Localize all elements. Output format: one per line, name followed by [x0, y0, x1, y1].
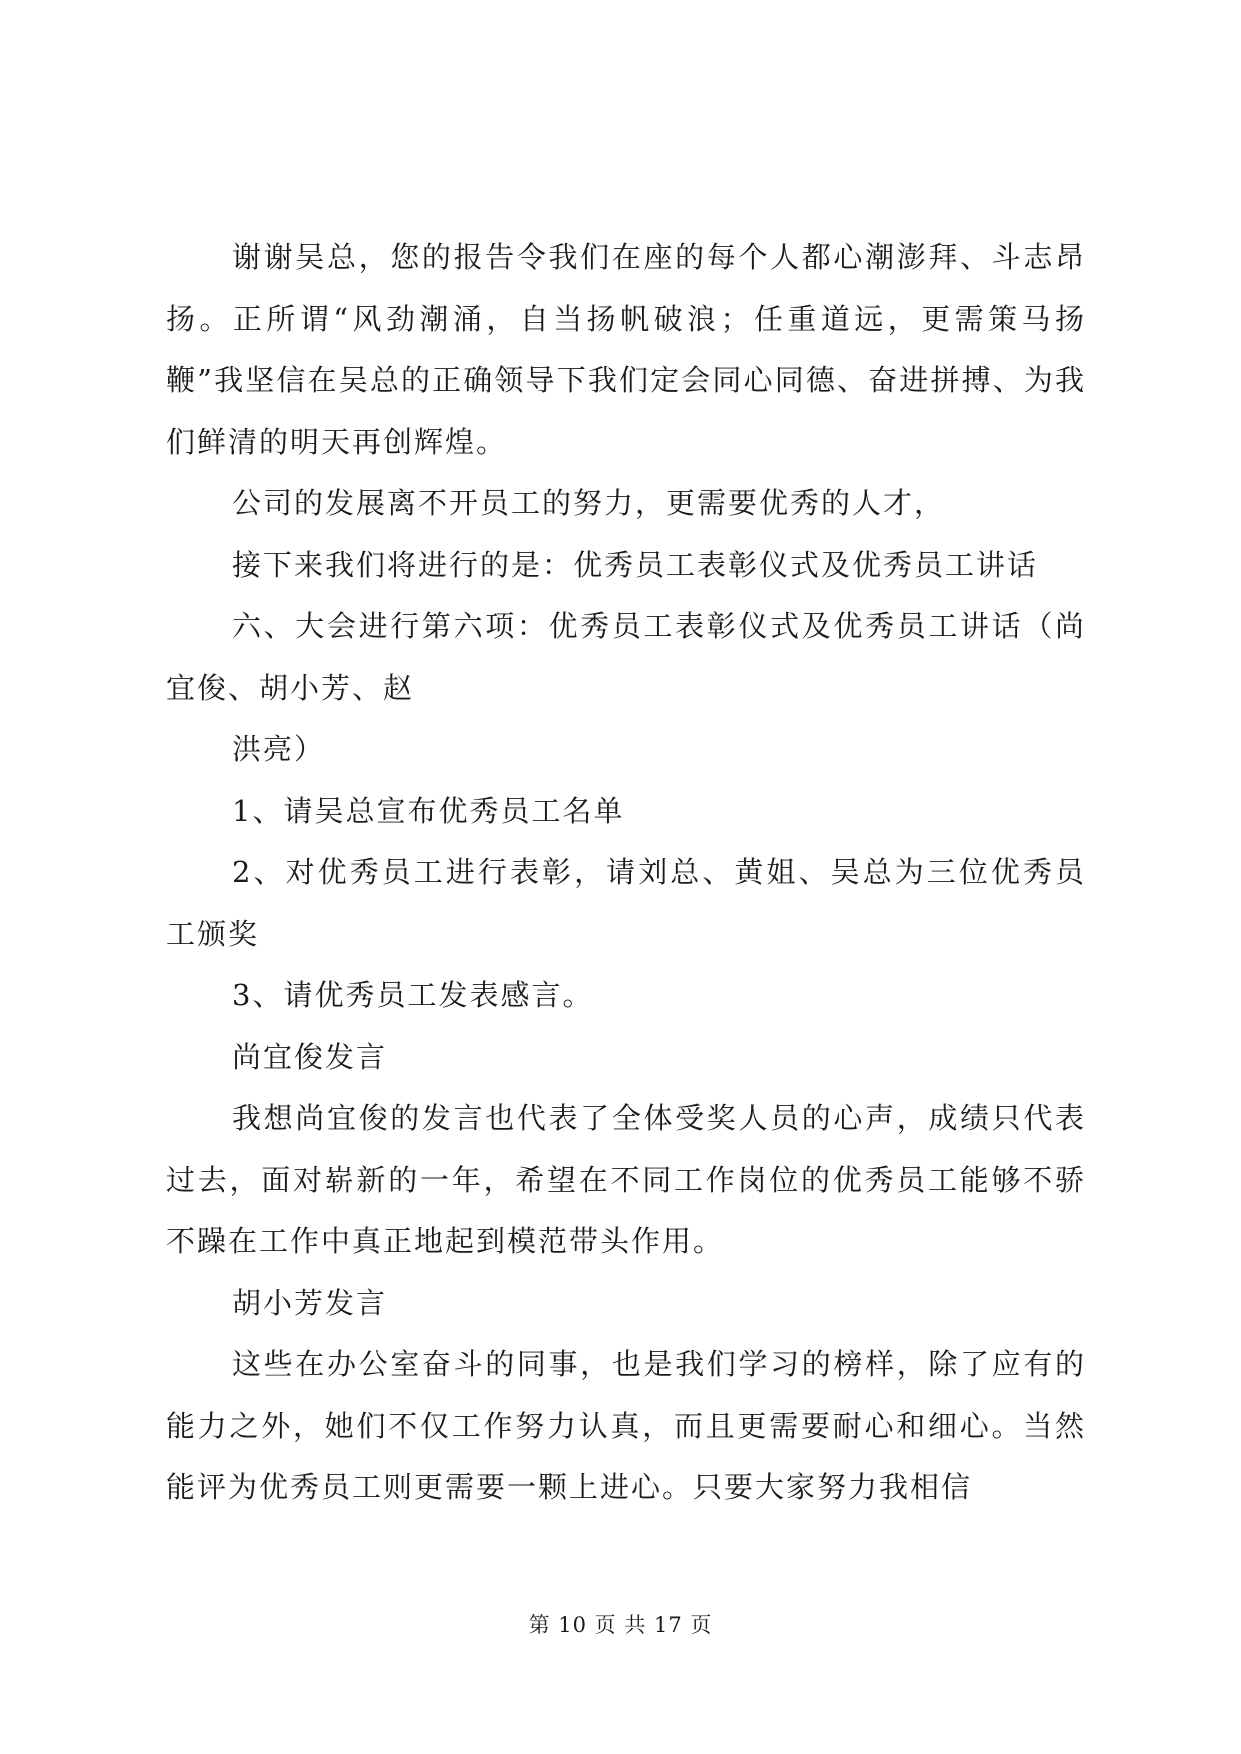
- paragraph-agenda-item-six-cont: 洪亮）: [232, 732, 326, 766]
- paragraph-next-item: 接下来我们将进行的是：优秀员工表彰仪式及优秀员工讲话: [232, 547, 1039, 582]
- paragraph-step-1: 1、请吴总宣布优秀员工名单: [232, 793, 625, 828]
- paragraph-speaker-2-heading: 胡小芳发言: [232, 1285, 388, 1320]
- paragraph-step-3: 3、请优秀员工发表感言。: [232, 978, 594, 1012]
- paragraph-agenda-item-six: 六、大会进行第六项：优秀员工表彰仪式及优秀员工讲话（尚宜俊、胡小芳、赵: [166, 609, 1086, 705]
- paragraph-speaker-2-remarks: 这些在办公室奋斗的同事，也是我们学习的榜样，除了应有的能力之外，她们不仅工作努力认真，而且更需要耐心和细心。当然能评为优秀员工则更需要一颗上进心。只要大家努力我相信: [166, 1347, 1086, 1504]
- paragraph-speaker-1-remarks: 我想尚宜俊的发言也代表了全体受奖人员的心声，成绩只代表过去，面对崭新的一年，希望在不同工作岗位的优秀员工能够不骄不躁在工作中真正地起到模范带头作用。: [166, 1101, 1086, 1258]
- paragraph-company-talent: 公司的发展离不开员工的努力，更需要优秀的人才，: [232, 486, 946, 520]
- page-number-footer: 第 10 页 共 17 页: [528, 1613, 713, 1637]
- document-body: [166, 227, 1086, 1519]
- paragraph-thanks-speech: 谢谢吴总，您的报告令我们在座的每个人都心潮澎拜、斗志昂扬。正所谓“风劲潮涌，自当扬帆破浪；任重道远，更需策马扬鞭”我坚信在吴总的正确领导下我们定会同心同德、奋进拼搏、为我们鲜清的明天再创辉煌。: [166, 240, 1086, 459]
- paragraph-step-2: 2、对优秀员工进行表彰，请刘总、黄姐、吴总为三位优秀员工颁奖: [166, 855, 1086, 951]
- paragraph-speaker-1-heading: 尚宜俊发言: [232, 1039, 388, 1074]
